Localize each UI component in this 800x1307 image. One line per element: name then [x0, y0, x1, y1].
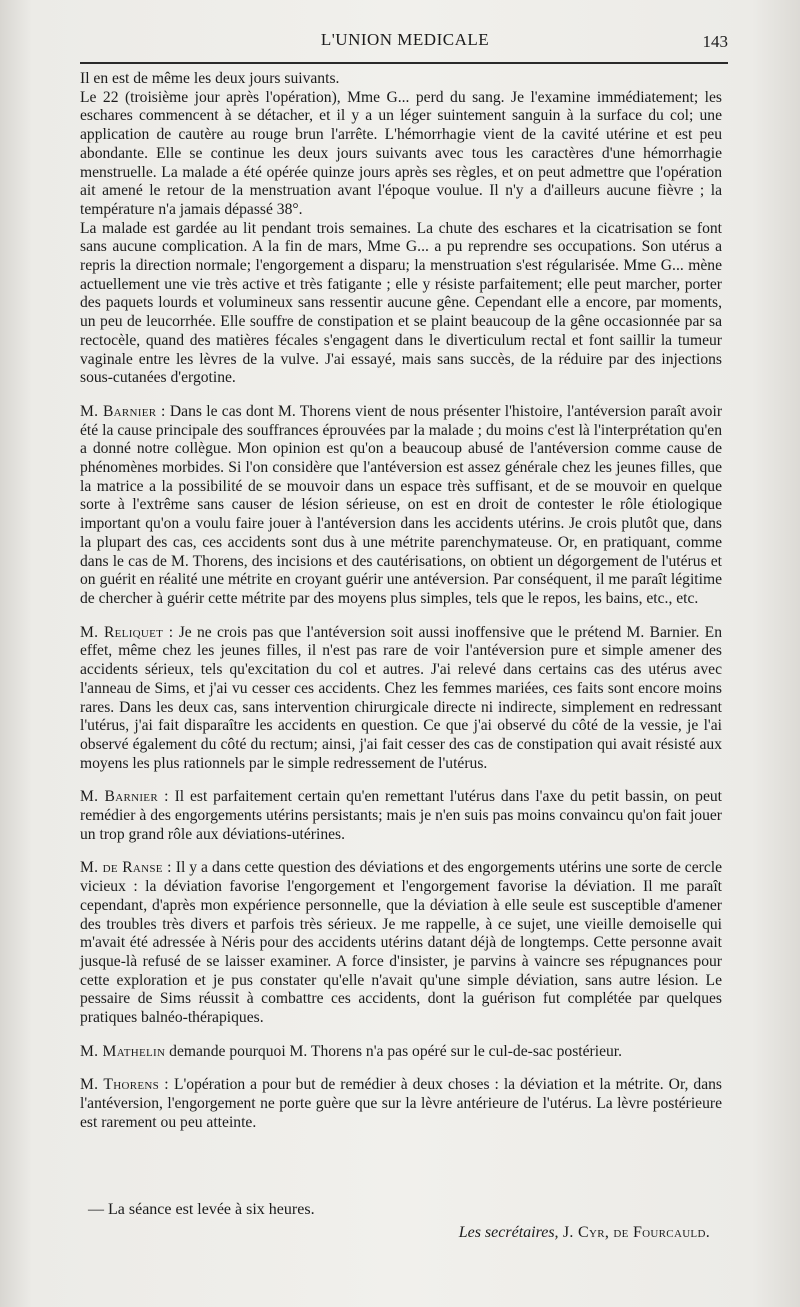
paragraph [80, 1076, 722, 1132]
speaker-name: M. Thorens : [80, 1076, 169, 1094]
speaker-name: M. Mathelin [80, 1042, 166, 1060]
paragraph [80, 624, 722, 774]
secretaries-signature [459, 1224, 710, 1242]
paragraph-text: Il y a dans cette question des déviations et des engorgements utérins une sorte de cercle vicieux : la déviation favorise l'engorgement et l'engorgement favorise la déviation. Il me paraît cependant, d'après mon expérience personnelle, que la déviation à elle seule est susceptible d'amener des troubles très divers et parfois très sérieux. Je me rappelle, à ce sujet, une vieille demoiselle qui m'avait été adressée à Néris pour des accidents utérins datant déjà de longtemps. Cette personne avait jusque-là refusé de se laisser examiner. A force d'insister, je parvins à vaincre ses répugnances pour cette exploration et je pus constater qu'elle n'avait qu'une simple déviation, sans autre lésion. Le pessaire de Sims réussit à combattre ces accidents, dont la guérison fut complétée par quelques pratiques balnéo-thérapiques. [80, 859, 723, 1027]
paragraph [80, 89, 722, 220]
header-rule [80, 62, 728, 64]
paragraph-text: Dans le cas dont M. Thorens vient de nous présenter l'histoire, l'antéversion paraît avoir été la cause principale des souffrances éprouvées par la malade ; du moins c'est là l'interprétation qu'en a donné notre collègue. Mon opinion est qu'on a beaucoup abusé de l'antéversion comme cause de phénomènes morbides. Si l'on considère que l'antéversion est assez générale chez les jeunes filles, que la matrice a la possibilité de se mouvoir dans un espace très suffisant, et de se mouvoir en quelque sorte à l'extrême sans causer de lésion sérieuse, on est en droit de contester le rôle étiologique important qu'on a voulu faire jouer à l'antéversion dans les accidents utérins. Je crois plutôt que, dans la plupart des cas, ces accidents sont dus à une métrite parenchymateuse. Or, en pratiquant, comme dans le cas de M. Thorens, des incisions et des cautérisations, on obtient un dégorgement de l'utérus et on guérit en réalité une métrite en croyant guérir une antéversion. Par conséquent, il me paraît légitime de chercher à guérir cette métrite par des moyens plus simples, tels que le repos, les bains, etc., etc. [80, 402, 723, 607]
paragraph-text: L'opération a pour but de remédier à deux choses : la déviation et la métrite. Or, dans l'antéversion, l'engorgement ne porte guère que sur la lèvre antérieure de l'utérus. La lèvre postérieure est rarement ou peu atteinte. [80, 1076, 722, 1131]
signature-names: J. Cyr, de Fourcauld. [558, 1224, 710, 1241]
paragraph [80, 1043, 722, 1062]
paragraph-text: Il en est de même les deux jours suivants. [80, 70, 340, 87]
speaker-name: M. Barnier : [80, 788, 169, 806]
paragraph-text: demande pourquoi M. Thorens n'a pas opéré sur le cul-de-sac postérieur. [165, 1042, 623, 1060]
speaker-name: M. de Ranse : [80, 859, 172, 877]
paragraph [80, 220, 722, 388]
paragraph [80, 859, 722, 1027]
speaker-name: M. Barnier : [80, 402, 166, 420]
paragraph [80, 788, 722, 844]
paragraph-text: Il est parfaitement certain qu'en remettant l'utérus dans l'axe du petit bassin, on peut remédier à des engorgements utérins persistants; mais je n'en suis pas moins convaincu qu'on fait jouer un trop grand rôle aux déviations-utérines. [80, 788, 722, 843]
paragraph [80, 70, 722, 89]
paragraph-text: Je ne crois pas que l'antéversion soit aussi inoffensive que le prétend M. Barnier. En effet, même chez les jeunes filles, il n'est pas rare de voir l'antéversion pure et simple amener des accidents sérieux, tels qu'excitation du col et autres. J'ai relevé dans certains cas des utérus avec l'anneau de Sims, et j'ai vu cesser ces accidents. Chez les femmes mariées, ces faits sont encore moins rares. Dans les deux cas, sans intervention chirurgicale directe ni indirecte, simplement en redressant l'utérus, j'ai fait disparaître les accidents en question. Ce que j'ai observé du côté de la vessie, je l'ai observé également du côté du rectum; ainsi, j'ai fait cesser des cas de constipation qui avait résisté aux moyens les plus rationnels par le simple redressement de l'utérus. [80, 623, 723, 772]
session-closing-line: — La séance est levée à six heures. [88, 1201, 315, 1218]
paragraph [80, 403, 722, 609]
article-body [80, 70, 722, 1133]
page-number: 143 [702, 32, 728, 51]
speaker-name: M. Reliquet : [80, 623, 174, 641]
paragraph-text: Le 22 (troisième jour après l'opération), Mme G... perd du sang. Je l'examine immédiatement; les eschares commencent à se détacher, et il y a un léger suintement sanguin à la surface du col; une application de cautère au rouge brun l'arrête. L'hémorrhagie vient de la cavité utérine et est peu abondante. Elle se continue les deux jours suivants avec tous les caractères d'une hémorrhagie menstruelle. La malade a été opérée quinze jours après ses règles, et on peut admettre que l'opération ait amené le retour de la menstruation avant l'époque voulue. Il n'y a d'ailleurs aucune fièvre ; la température n'a jamais dépassé 38°. [80, 88, 722, 218]
journal-title: L'UNION MEDICALE [320, 30, 490, 49]
signature-role: Les secrétaires, [458, 1224, 559, 1241]
paragraph-text: La malade est gardée au lit pendant trois semaines. La chute des eschares et la cicatrisation se font sans aucune complication. A la fin de mars, Mme G... a pu reprendre ses occupations. Son utérus a repris la direction normale; l'engorgement a disparu; la menstruation s'est régularisée. Mme G... mène actuellement une vie très active et très fatigante ; elle y résiste parfaitement; elle peut marcher, porter des paquets lourds et volumineux sans ressentir aucune gêne. Cependant elle a encore, par moments, un peu de leucorrhée. Elle souffre de constipation et se plaint beaucoup de la gêne occasionnée par sa rectocèle, quand des matières fécales s'engagent dans le diverticulum rectal et font saillir la tumeur vaginale entre les lèvres de la vulve. J'ai essayé, mais sans succès, de la réduire par des injections sous-cutanées d'ergotine. [80, 219, 722, 387]
running-header [80, 30, 730, 52]
